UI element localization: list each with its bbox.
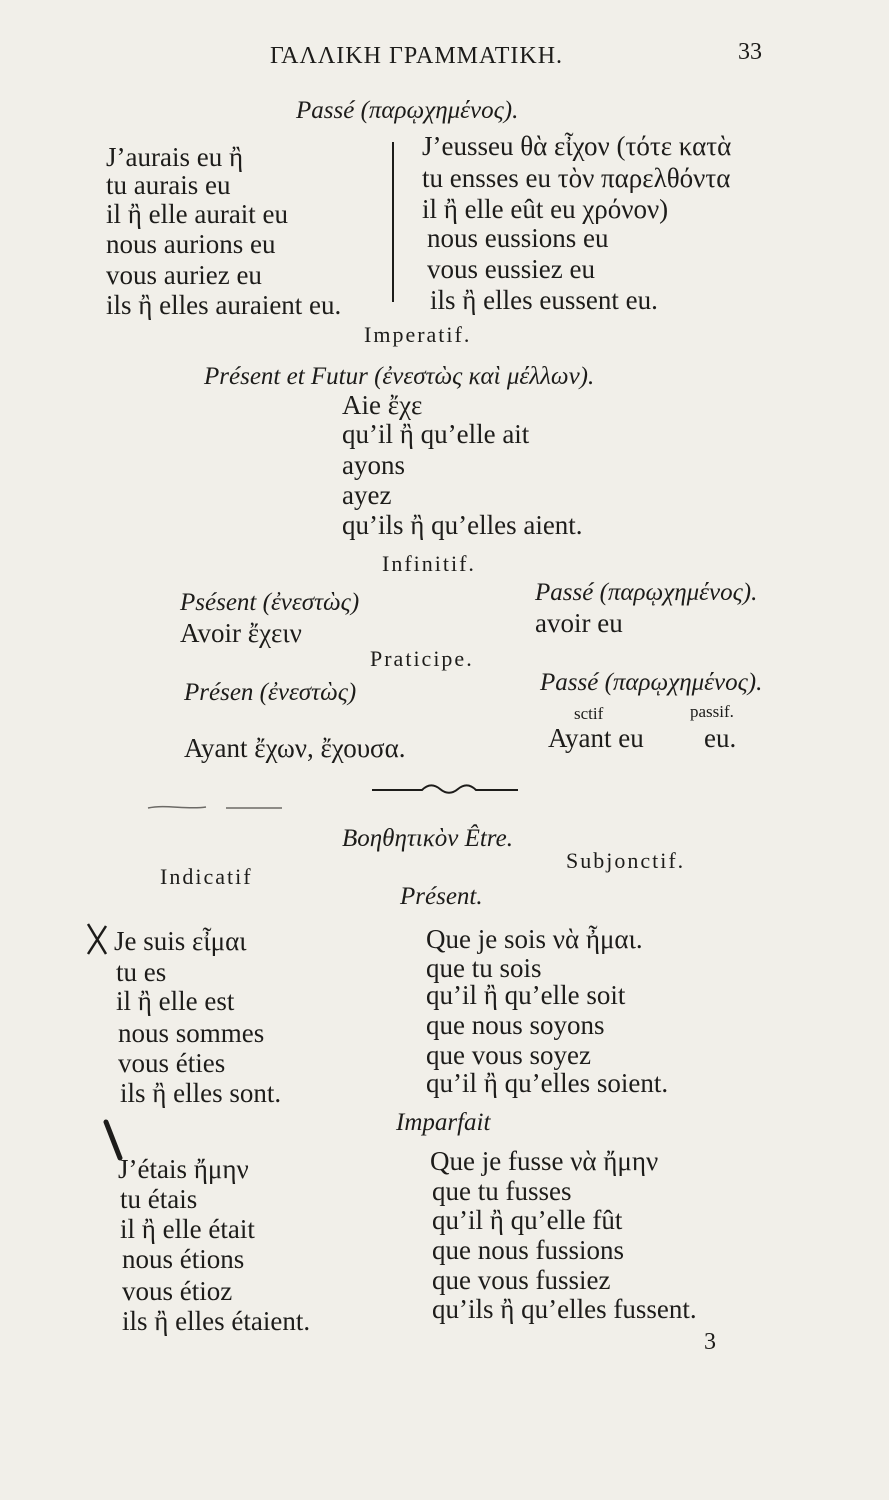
passe-left-line: il ἢ elle aurait eu [106, 199, 289, 229]
passe-right-line: ils ἢ elles eussent eu. [430, 285, 658, 315]
passe-left-line: J’aurais eu ἢ [106, 142, 244, 172]
participe-left-value: Ayant ἔχων, ἔχουσα. [184, 733, 406, 763]
present-label: Présent. [400, 883, 483, 910]
imperatif-line: ayons [342, 450, 405, 480]
subjonctif-imparfait-line: Que je fusse νὰ ἤμην [430, 1146, 659, 1176]
passe-right-line: J’eusseu θὰ εἶχον (τότε κατὰ [422, 131, 732, 161]
infinitif-right-value: avoir eu [535, 608, 623, 638]
subjonctif-present-line: que tu sois [426, 953, 542, 983]
participe-left-label: Présen (ἐνεστὼς) [184, 679, 357, 706]
imperatif-line: qu’ils ἢ qu’elles aient. [342, 510, 583, 540]
indicatif-present-line: Je suis εἶμαι [114, 926, 247, 956]
indicatif-imparfait-line: il ἢ elle était [120, 1214, 255, 1244]
passe-left-line: nous aurions eu [106, 229, 276, 259]
indicatif-imparfait-line: J’étais ἤμην [118, 1154, 249, 1184]
participe-heading: Praticipe. [370, 646, 474, 671]
imparfait-label: Imparfait [396, 1109, 491, 1136]
indicatif-imparfait-line: tu étais [120, 1184, 198, 1214]
subjonctif-present-line: Que je sois νὰ ἦμαι. [426, 924, 643, 954]
imperatif-line: Aie ἔχε [342, 390, 423, 420]
imperatif-heading: Imperatif. [364, 322, 472, 347]
infinitif-right-label: Passé (παρῳχημένος). [535, 579, 758, 606]
passe-right-line: tu ensses eu τὸν παρελθόντα [422, 163, 731, 193]
faint-dash-mark [146, 800, 286, 814]
passe-right-line: il ἢ elle eût eu χρόνον) [422, 194, 669, 224]
etre-heading: Βοηθητικὸν Être. [342, 825, 513, 852]
indicatif-present-line: nous sommes [118, 1018, 265, 1048]
participe-passif-label: passif. [690, 702, 734, 721]
imperatif-line: qu’il ἢ qu’elle ait [342, 419, 530, 449]
subjonctif-label: Subjonctif. [566, 848, 686, 873]
subjonctif-imparfait-line: que vous fussiez [432, 1265, 611, 1295]
participe-right-label: Passé (παρῳχημένος). [540, 669, 763, 696]
indicatif-label: Indicatif [160, 864, 253, 889]
passe-left-line: ils ἢ elles auraient eu. [106, 290, 342, 320]
participe-actif-label: sctif [574, 704, 604, 723]
indicatif-imparfait-line: ils ἢ elles étaient. [122, 1306, 311, 1336]
indicatif-imparfait-line: nous étions [122, 1244, 245, 1274]
indicatif-imparfait-line: vous étioz [122, 1276, 233, 1306]
subjonctif-present-line: que vous soyez [426, 1040, 591, 1070]
passe-right-line: vous eussiez eu [427, 254, 595, 284]
indicatif-present-line: tu es [116, 957, 167, 987]
subjonctif-present-line: qu’il ἢ qu’elles soient. [426, 1068, 669, 1098]
indicatif-present-line: ils ἢ elles sont. [120, 1078, 282, 1108]
column-divider [392, 142, 394, 302]
imperatif-subheading: Présent et Futur (ἐνεστὼς καὶ μέλλων). [204, 363, 595, 390]
subjonctif-imparfait-line: qu’il ἢ qu’elle fût [432, 1205, 623, 1235]
subjonctif-imparfait-line: que tu fusses [432, 1176, 572, 1206]
infinitif-left-value: Avoir ἔχειν [180, 618, 302, 648]
infinitif-left-label: Psésent (ἐνεστὼς) [180, 589, 360, 616]
page-number: 33 [738, 39, 762, 65]
signature-mark: 3 [704, 1329, 716, 1355]
passe-left-line: tu aurais eu [106, 170, 231, 200]
indicatif-present-line: il ἢ elle est [116, 986, 235, 1016]
participe-right-value: Ayant eu [548, 723, 644, 753]
subjonctif-imparfait-line: qu’ils ἢ qu’elles fussent. [432, 1294, 697, 1324]
passe-right-line: nous eussions eu [427, 223, 609, 253]
handwritten-x-mark [84, 920, 110, 958]
subjonctif-imparfait-line: que nous fussions [432, 1235, 625, 1265]
indicatif-present-line: vous éties [118, 1048, 226, 1078]
running-title: ΓΑΛΛΙΚΗ ΓΡΑΜΜΑΤΙΚΗ. [270, 43, 564, 69]
infinitif-heading: Infinitif. [382, 551, 476, 576]
ornament-divider [370, 778, 520, 800]
passe-left-line: vous auriez eu [106, 260, 262, 290]
participe-right-value-passif: eu. [704, 723, 737, 753]
imperatif-line: ayez [342, 480, 392, 510]
subjonctif-present-line: qu’il ἢ qu’elle soit [426, 980, 626, 1010]
subjonctif-present-line: que nous soyons [426, 1010, 605, 1040]
passe-heading: Passé (παρῳχημένος). [296, 97, 519, 124]
